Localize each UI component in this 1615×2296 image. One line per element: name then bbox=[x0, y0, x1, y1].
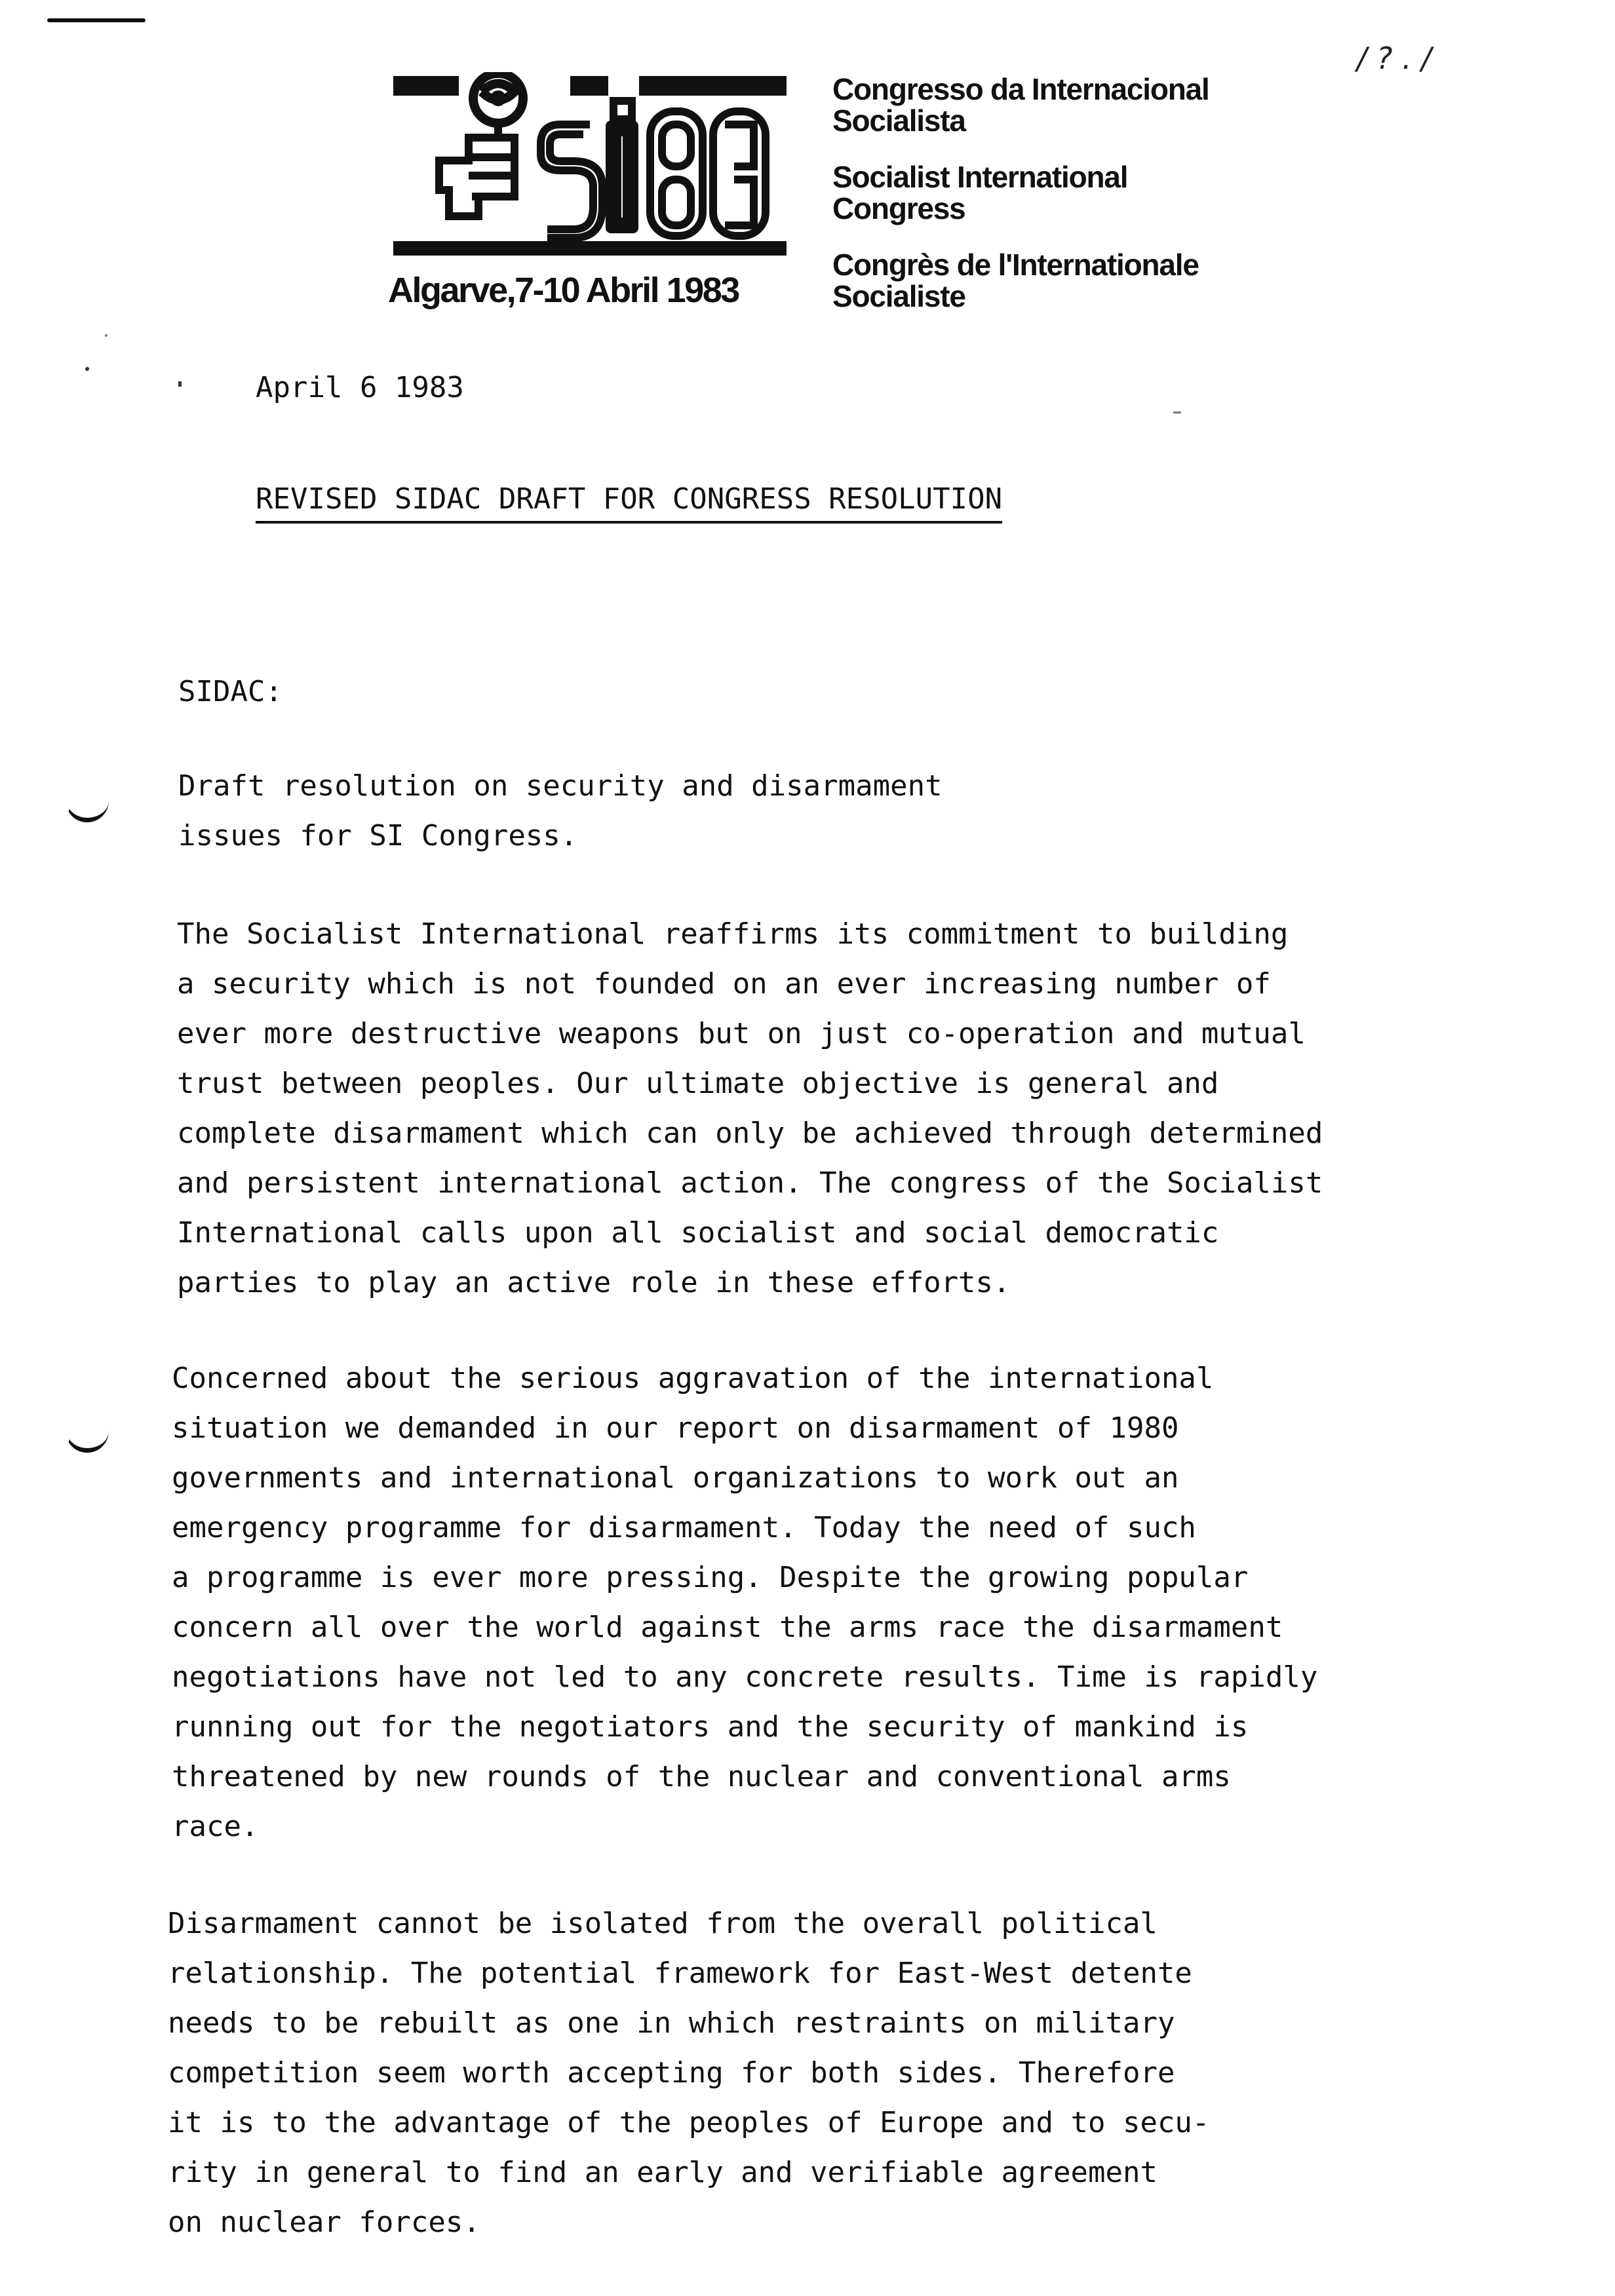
text-line: trust between peoples. Our ultimate objective is general and bbox=[177, 1067, 1219, 1100]
text-line: governments and international organizations to work out an bbox=[172, 1461, 1179, 1495]
scan-dot bbox=[178, 381, 182, 387]
corner-handwritten-mark: / ? . / bbox=[1357, 41, 1431, 76]
margin-mark bbox=[66, 798, 109, 822]
rose-icon bbox=[473, 73, 523, 123]
text-line: threatened by new rounds of the nuclear and conventional arms bbox=[172, 1760, 1231, 1793]
text-line: relationship. The potential framework for East-West detente bbox=[168, 1957, 1192, 1990]
paragraph-aggravation bbox=[172, 1354, 1317, 1852]
text-line: The Socialist International reaffirms its commitment to building bbox=[177, 917, 1289, 951]
text-line: ever more destructive weapons but on just co-operation and mutual bbox=[177, 1017, 1306, 1050]
scan-mark-dash bbox=[47, 18, 146, 22]
scan-dot bbox=[1173, 411, 1181, 413]
fist-icon bbox=[439, 123, 515, 216]
text-line: and persistent international action. The congress of the Socialist bbox=[177, 1166, 1323, 1200]
text-line: competition seem worth accepting for both sides. Therefore bbox=[168, 2056, 1175, 2090]
text-line: on nuclear forces. bbox=[168, 2206, 480, 2239]
text-line: Draft resolution on security and disarmament bbox=[178, 769, 943, 803]
text-line: Concerned about the serious aggravation of the international bbox=[172, 1362, 1214, 1395]
si83-logo bbox=[393, 72, 787, 256]
congress-name-english: Socialist International Congress bbox=[832, 160, 1128, 225]
text-line: needs to be rebuilt as one in which restraints on military bbox=[168, 2006, 1175, 2040]
congress-name-portuguese: Congresso da Internacional Socialista bbox=[832, 72, 1209, 138]
text-line: issues for SI Congress. bbox=[178, 819, 578, 852]
congress-location-date: Algarve,7-10 Abril 1983 bbox=[388, 271, 739, 310]
si-letters bbox=[541, 101, 634, 238]
congress-name-french: Congrès de l'Internationale Socialiste bbox=[832, 248, 1199, 313]
paragraph-commitment bbox=[177, 909, 1323, 1308]
text-line: emergency programme for disarmament. Today the need of such bbox=[172, 1511, 1196, 1544]
text-line: a security which is not founded on an ever increasing number of bbox=[177, 967, 1271, 1001]
text-line: running out for the negotiators and the security of mankind is bbox=[172, 1710, 1249, 1744]
text-line: race. bbox=[172, 1810, 259, 1843]
text-line: complete disarmament which can only be achieved through determined bbox=[177, 1117, 1323, 1150]
text-line: a programme is ever more pressing. Despite the growing popular bbox=[172, 1561, 1249, 1594]
document-label: SIDAC: bbox=[178, 675, 282, 708]
text-line: parties to play an active role in these efforts. bbox=[177, 1266, 1011, 1299]
paragraph-draft-description bbox=[178, 761, 943, 861]
text-line: International calls upon all socialist and social democratic bbox=[177, 1216, 1219, 1250]
margin-mark bbox=[66, 1428, 109, 1453]
text-line: negotiations have not led to any concrete results. Time is rapidly bbox=[172, 1660, 1318, 1694]
paragraph-political-relationship bbox=[168, 1899, 1209, 2248]
scan-dot bbox=[105, 334, 107, 337]
numerals-83 bbox=[650, 111, 766, 236]
text-line: situation we demanded in our report on disarmament of 1980 bbox=[172, 1411, 1179, 1445]
scan-dot bbox=[85, 367, 89, 371]
text-line: it is to the advantage of the peoples of Europe and to secu- bbox=[168, 2106, 1210, 2139]
document-date: April 6 1983 bbox=[256, 371, 464, 404]
text-line: Disarmament cannot be isolated from the overall political bbox=[168, 1907, 1158, 1940]
text-line: concern all over the world against the arms race the disarmament bbox=[172, 1611, 1283, 1644]
congress-names bbox=[832, 73, 1291, 337]
document-title: REVISED SIDAC DRAFT FOR CONGRESS RESOLUTION bbox=[256, 482, 1002, 524]
text-line: rity in general to find an early and verifiable agreement bbox=[168, 2156, 1158, 2189]
